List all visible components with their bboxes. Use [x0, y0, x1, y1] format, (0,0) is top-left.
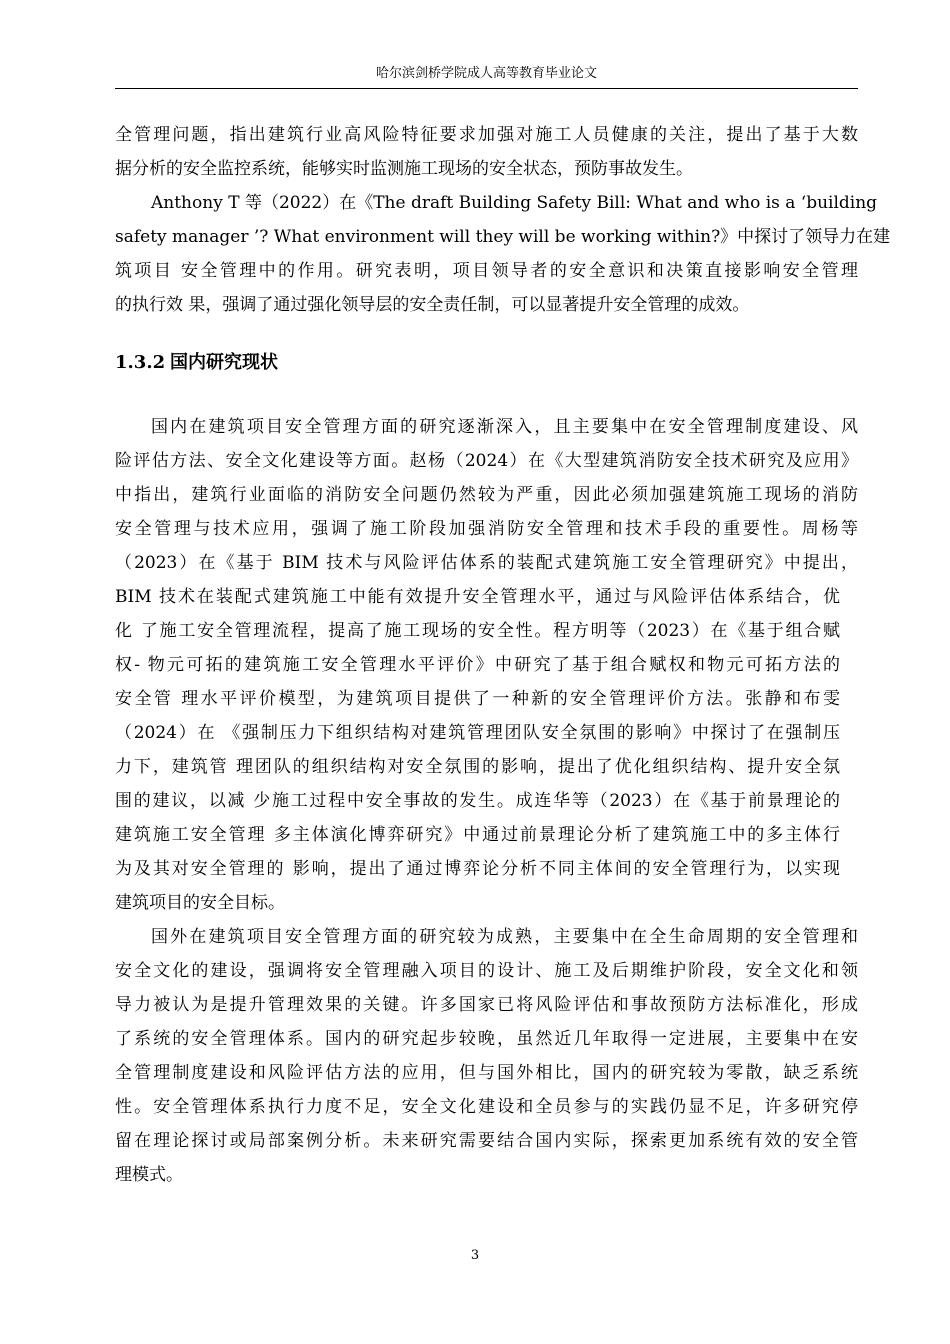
text-line: 理模式。 — [115, 1165, 183, 1185]
text-line: （2023）在《基于 BIM 技术与风险评估体系的装配式建筑施工安全管理研究》中提出， — [115, 553, 858, 573]
text-line: safety manager ’? What environment will they will be working within?》中探讨了领导力在建 — [115, 227, 891, 247]
text-line: 建筑施工安全管理 多主体演化博弈研究》中通过前景理论分析了建筑施工中的多主体行 — [115, 825, 840, 845]
text-line: 筑项目 安全管理中的作用。研究表明，项目领导者的安全意识和决策直接影响安全管理 — [115, 261, 858, 281]
section-title: 国内研究现状 — [170, 352, 278, 373]
text-line: 安全管理与技术应用，强调了施工阶段加强消防安全管理和技术手段的重要性。周杨等 — [115, 519, 858, 539]
text-line: 国外在建筑项目安全管理方面的研究较为成熟，主要集中在全生命周期的安全管理和 — [151, 927, 858, 947]
text-line: 性。安全管理体系执行力度不足，安全文化建设和全员参与的实践仍显不足，许多研究停 — [115, 1097, 858, 1117]
text-line: 了系统的安全管理体系。国内的研究起步较晚，虽然近几年取得一定进展，主要集中在安 — [115, 1029, 858, 1049]
text-line: （2024）在 《强制压力下组织结构对建筑管理团队安全氛围的影响》中探讨了在强制压 — [115, 723, 840, 743]
text-line: 权- 物元可拓的建筑施工安全管理水平评价》中研究了基于组合赋权和物元可拓方法的 — [115, 655, 840, 675]
text-line: 化 了施工安全管理流程，提高了施工现场的安全性。程方明等（2023）在《基于组合赋 — [115, 621, 840, 641]
paragraph-block-domestic-research — [115, 410, 858, 1192]
section-number: 1.3.2 — [115, 352, 166, 373]
section-heading — [115, 346, 278, 380]
text-line: 国内在建筑项目安全管理方面的研究逐渐深入，且主要集中在安全管理制度建设、风 — [151, 417, 858, 437]
header-divider — [115, 88, 858, 89]
text-line: 安全文化的建设，强调将安全管理融入项目的设计、施工及后期维护阶段，安全文化和领 — [115, 961, 858, 981]
paragraph-block-foreign-research — [115, 118, 891, 322]
text-line: 的执行效 果，强调了通过强化领导层的安全责任制，可以显著提升安全管理的成效。 — [115, 295, 750, 315]
text-line: Anthony T 等（2022）在《The draft Building Safety Bill: What and who is a ‘building — [151, 193, 878, 213]
text-line: BIM 技术在装配式建筑施工中能有效提升安全管理水平，通过与风险评估体系结合，优 — [115, 587, 840, 607]
running-header: 哈尔滨剑桥学院成人高等教育毕业论文 — [375, 66, 597, 81]
text-line: 留在理论探讨或局部案例分析。未来研究需要结合国内实际，探索更加系统有效的安全管 — [115, 1131, 858, 1151]
page-number: 3 — [470, 1248, 480, 1263]
text-line: 力下，建筑管 理团队的组织结构对安全氛围的影响，提出了优化组织结构、提升安全氛 — [115, 757, 840, 777]
text-line: 建筑项目的安全目标。 — [115, 893, 285, 913]
text-line: 险评估方法、安全文化建设等方面。赵杨（2024）在《大型建筑消防安全技术研究及应用》 — [115, 451, 858, 471]
text-line: 全管理问题，指出建筑行业高风险特征要求加强对施工人员健康的关注，提出了基于大数 — [115, 125, 858, 145]
text-line: 导力被认为是提升管理效果的关键。许多国家已将风险评估和事故预防方法标准化，形成 — [115, 995, 858, 1015]
text-line: 中指出，建筑行业面临的消防安全问题仍然较为严重，因此必须加强建筑施工现场的消防 — [115, 485, 858, 505]
text-line: 围的建议，以减 少施工过程中安全事故的发生。成连华等（2023）在《基于前景理论的 — [115, 791, 840, 811]
text-line: 为及其对安全管理的 影响，提出了通过博弈论分析不同主体间的安全管理行为，以实现 — [115, 859, 840, 879]
text-line: 安全管 理水平评价模型，为建筑项目提供了一种新的安全管理评价方法。张静和布雯 — [115, 689, 840, 709]
text-line: 全管理制度建设和风险评估方法的应用，但与国外相比，国内的研究较为零散，缺乏系统 — [115, 1063, 858, 1083]
text-line: 据分析的安全监控系统，能够实时监测施工现场的安全状态，预防事故发生。 — [115, 159, 693, 179]
